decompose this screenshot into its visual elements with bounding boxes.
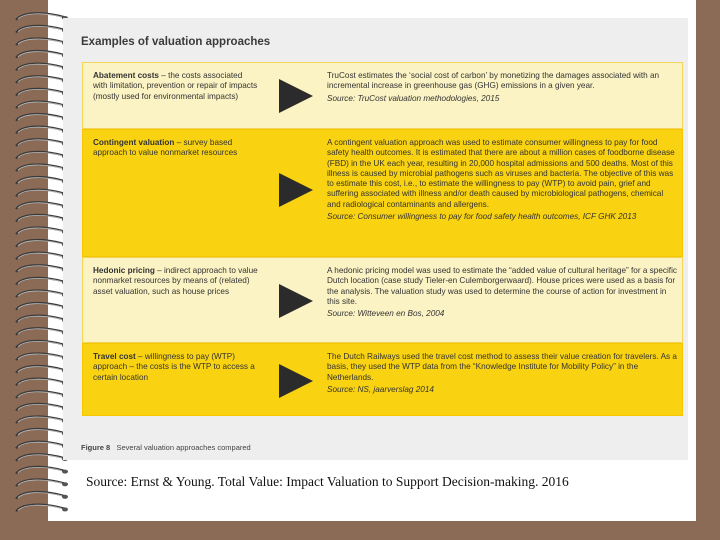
method-description: – willingness to pay (WTP) approach – the costs is the WTP to access a certain location	[93, 352, 255, 382]
example-text: A contingent valuation approach was used to estimate consumer willingness to pay for food safety health outcomes. It is estimated that there are about a million cases of foodborne disease (FBD) in the UK each year, resulting in 20,000 hospital admissions and 500 deaths. Most of this illness is caused by microbial pathogens such as viruses and bacteria. The objective of this was to estimate this cost, i.e., to estimate the willingness to pay (WTP) to avoid pain, grief and suffering associated with illness and/or death caused by microbiological pathogens, chemical and radiological contaminants and allergens.	[327, 138, 675, 209]
table-row	[82, 257, 683, 343]
spiral-ring	[16, 253, 68, 260]
spiral-ring	[16, 303, 68, 310]
method-name: Abatement costs	[93, 71, 159, 80]
arrow-right-icon	[279, 364, 313, 398]
spiral-ring	[16, 353, 68, 360]
example-source: Source: NS, jaarverslag 2014	[327, 384, 434, 394]
method-description: – the costs associated with limitation, prevention or repair of impacts (mostly used for environmental impacts)	[93, 71, 258, 101]
spiral-ring	[16, 177, 68, 184]
caption-label: Figure 8	[81, 443, 111, 452]
spiral-ring	[16, 64, 68, 71]
spiral-ring	[16, 114, 68, 121]
caption-text: Several valuation approaches compared	[116, 443, 251, 452]
spiral-ring	[16, 190, 68, 197]
spiral-ring	[16, 366, 68, 373]
arrow-right-icon	[279, 173, 313, 207]
spiral-ring	[16, 341, 68, 348]
spiral-ring	[16, 391, 68, 398]
spiral-ring	[16, 202, 68, 209]
spiral-ring	[16, 139, 68, 146]
spiral-ring	[16, 416, 68, 423]
example-source: Source: TruCost valuation methodologies, 2015	[327, 93, 500, 103]
arrow-right-icon	[279, 79, 313, 113]
spiral-ring	[16, 316, 68, 323]
example-cell	[327, 352, 677, 395]
spiral-ring	[16, 492, 68, 499]
spiral-ring	[16, 379, 68, 386]
spiral-ring	[16, 227, 68, 234]
method-description: – survey based approach to value nonmarket resources	[93, 138, 238, 158]
spiral-ring	[16, 404, 68, 411]
spiral-ring	[16, 164, 68, 171]
method-cell	[93, 138, 258, 159]
method-cell	[93, 352, 258, 383]
method-description: – indirect approach to value nonmarket resources by means of (related) asset valuation, such as house prices	[93, 266, 258, 296]
spiral-ring	[16, 127, 68, 134]
spiral-ring	[16, 442, 68, 449]
spiral-ring	[16, 89, 68, 96]
method-name: Contingent valuation	[93, 138, 175, 147]
spiral-ring	[16, 240, 68, 247]
spiral-ring	[16, 265, 68, 272]
figure-panel	[63, 18, 688, 460]
spiral-ring	[16, 51, 68, 58]
example-source: Source: Witteveen en Bos, 2004	[327, 309, 445, 319]
example-text: The Dutch Railways used the travel cost method to assess their value creation for travelers. As a basis, they used the WTP data from the “Knowledge Institute for Mobility Policy” in the Netherlands.	[327, 352, 677, 382]
method-cell	[93, 266, 258, 297]
example-text: TruCost estimates the ‘social cost of carbon’ by monetizing the damages associated with an incremental increase in greenhouse gas (GHG) emissions in a given year.	[327, 71, 660, 91]
spiral-ring	[16, 152, 68, 159]
spiral-ring	[16, 13, 68, 20]
spiral-ring	[16, 38, 68, 45]
spiral-ring	[16, 101, 68, 108]
spiral-ring	[16, 290, 68, 297]
spiral-ring	[16, 328, 68, 335]
spiral-ring	[16, 467, 68, 474]
table-row	[82, 343, 683, 416]
source-citation: Source: Ernst & Young. Total Value: Impact Valuation to Support Decision-making. 2016	[86, 474, 569, 489]
spiral-binding	[12, 8, 70, 518]
example-cell	[327, 71, 677, 104]
spiral-ring	[16, 454, 68, 461]
spiral-ring	[16, 278, 68, 285]
figure-title: Examples of valuation approaches	[81, 36, 271, 48]
spiral-ring	[16, 215, 68, 222]
spiral-ring	[16, 479, 68, 486]
spiral-ring	[16, 505, 68, 512]
example-cell	[327, 138, 677, 222]
method-name: Hedonic pricing	[93, 266, 155, 275]
example-text: A hedonic pricing model was used to estimate the “added value of cultural heritage” for a specific Dutch location (case study Tieler-en Culemborgerwaard). House prices were used as a basis for the analysis. The valuation study was used to determine the course of action for investment in this site.	[327, 266, 677, 306]
method-name: Travel cost	[93, 352, 136, 361]
spiral-ring	[16, 429, 68, 436]
spiral-ring	[16, 26, 68, 33]
example-source: Source: Consumer willingness to pay for food safety health outcomes, ICF GHK 2013	[327, 212, 637, 222]
example-cell	[327, 266, 677, 319]
method-cell	[93, 71, 258, 102]
arrow-right-icon	[279, 284, 313, 318]
spiral-ring	[16, 76, 68, 83]
table-row	[82, 129, 683, 257]
figure-caption	[81, 443, 251, 452]
table-row	[82, 62, 683, 129]
